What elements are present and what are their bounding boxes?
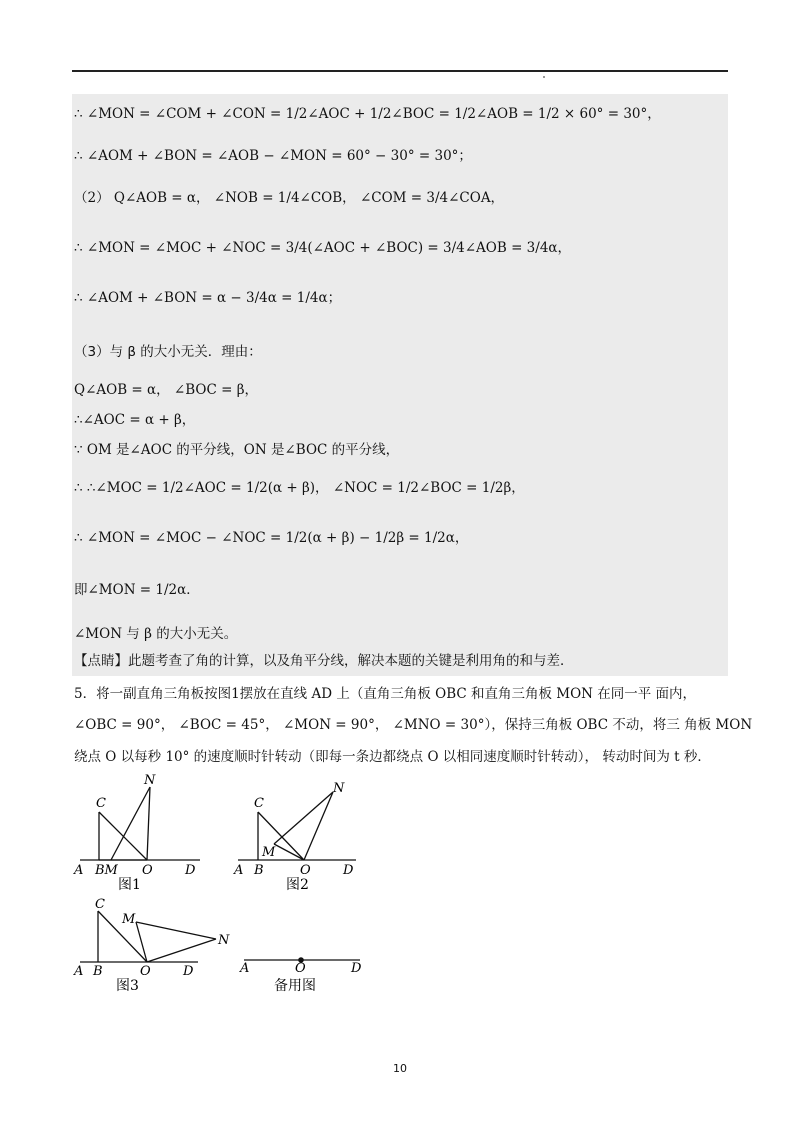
solution-line-10: ∴ ∴∠MOC = 1/2∠AOC = 1/2(α + β)， ∠NOC = 1/2∠BOC = 1/2β， <box>74 480 525 496</box>
fig3-label-N: N <box>218 933 230 948</box>
fig2-label-D: D <box>343 863 354 878</box>
fig3-label-B: B <box>93 964 103 979</box>
fig2-caption: 图2 <box>286 877 309 893</box>
fig4-caption: 备用图 <box>274 978 316 994</box>
fig2-label-A: A <box>234 863 244 878</box>
fig1-label-C: C <box>96 796 106 811</box>
solution-line-8: ∴∠AOC = α + β， <box>74 412 196 428</box>
fig3-label-M: M <box>122 912 136 927</box>
solution-line-4: ∴ ∠MON = ∠MOC + ∠NOC = 3/4(∠AOC + ∠BOC) = 3/4∠AOB = 3/4α， <box>74 240 572 256</box>
fig3-label-D: D <box>183 964 194 979</box>
solution-line-9: ∵ OM 是∠AOC 的平分线，ON 是∠BOC 的平分线， <box>74 442 400 458</box>
problem-line-2: ∠OBC = 90°， ∠BOC = 45°， ∠MON = 90°， ∠MNO = 30°），保持三角板 OBC 不动，将三 角板 MON <box>74 717 753 733</box>
solution-line-11: ∴ ∠MON = ∠MOC − ∠NOC = 1/2(α + β) − 1/2β = 1/2α， <box>74 530 469 546</box>
solution-line-5: ∴ ∠AOM + ∠BON = α − 3/4α = 1/4α； <box>74 290 342 306</box>
page-number: 10 <box>393 1062 407 1075</box>
fig1-label-BM: BM <box>95 863 118 878</box>
fig2-label-O: O <box>300 863 311 878</box>
solution-line-1: ∴ ∠MON = ∠COM + ∠CON = 1/2∠AOC + 1/2∠BOC = 1/2∠AOB = 1/2 × 60° = 30°， <box>74 106 661 122</box>
fig1-label-A: A <box>74 863 84 878</box>
fig3-label-A: A <box>74 964 84 979</box>
fig1-label-N: N <box>144 773 156 788</box>
figure-3 <box>80 911 216 962</box>
solution-line-13: ∠MON 与 β 的大小无关。 <box>74 626 238 642</box>
fig2-label-C: C <box>254 796 264 811</box>
fig1-label-D: D <box>185 863 196 878</box>
problem-line-3: 绕点 O 以每秒 10° 的速度顺时针转动（即每一条边都绕点 O 以相同速度顺时针转动）， 转动时间为 t 秒． <box>74 749 711 765</box>
problem-line-1: 5．将一副直角三角板按图1摆放在直线 AD 上（直角三角板 OBC 和直角三角板 MON 在同一平 面内， <box>74 686 697 702</box>
solution-line-3: （2） Q∠AOB = α， ∠NOB = 1/4∠COB， ∠COM = 3/4∠COA， <box>74 190 505 206</box>
fig1-caption: 图1 <box>118 877 141 893</box>
solution-line-14: 【点睛】此题考查了角的计算，以及角平分线，解决本题的关键是利用角的和与差． <box>74 653 574 669</box>
solution-line-12: 即∠MON = 1/2α． <box>74 582 200 598</box>
solution-line-2: ∴ ∠AOM + ∠BON = ∠AOB − ∠MON = 60° − 30° = 30°； <box>74 148 472 164</box>
fig2-label-M: M <box>262 845 276 860</box>
fig3-label-O: O <box>140 964 151 979</box>
fig3-label-C: C <box>95 897 105 912</box>
fig4-label-D: D <box>351 961 362 976</box>
fig4-label-A: A <box>240 961 250 976</box>
fig2-label-B: B <box>254 863 264 878</box>
fig3-caption: 图3 <box>116 978 139 994</box>
solution-line-6: （3）与 β 的大小无关．理由： <box>74 344 262 360</box>
fig2-label-N: N <box>333 781 345 796</box>
fig4-label-O: O <box>295 961 306 976</box>
solution-line-7: Q∠AOB = α， ∠BOC = β， <box>74 382 258 398</box>
fig1-label-O: O <box>142 863 153 878</box>
